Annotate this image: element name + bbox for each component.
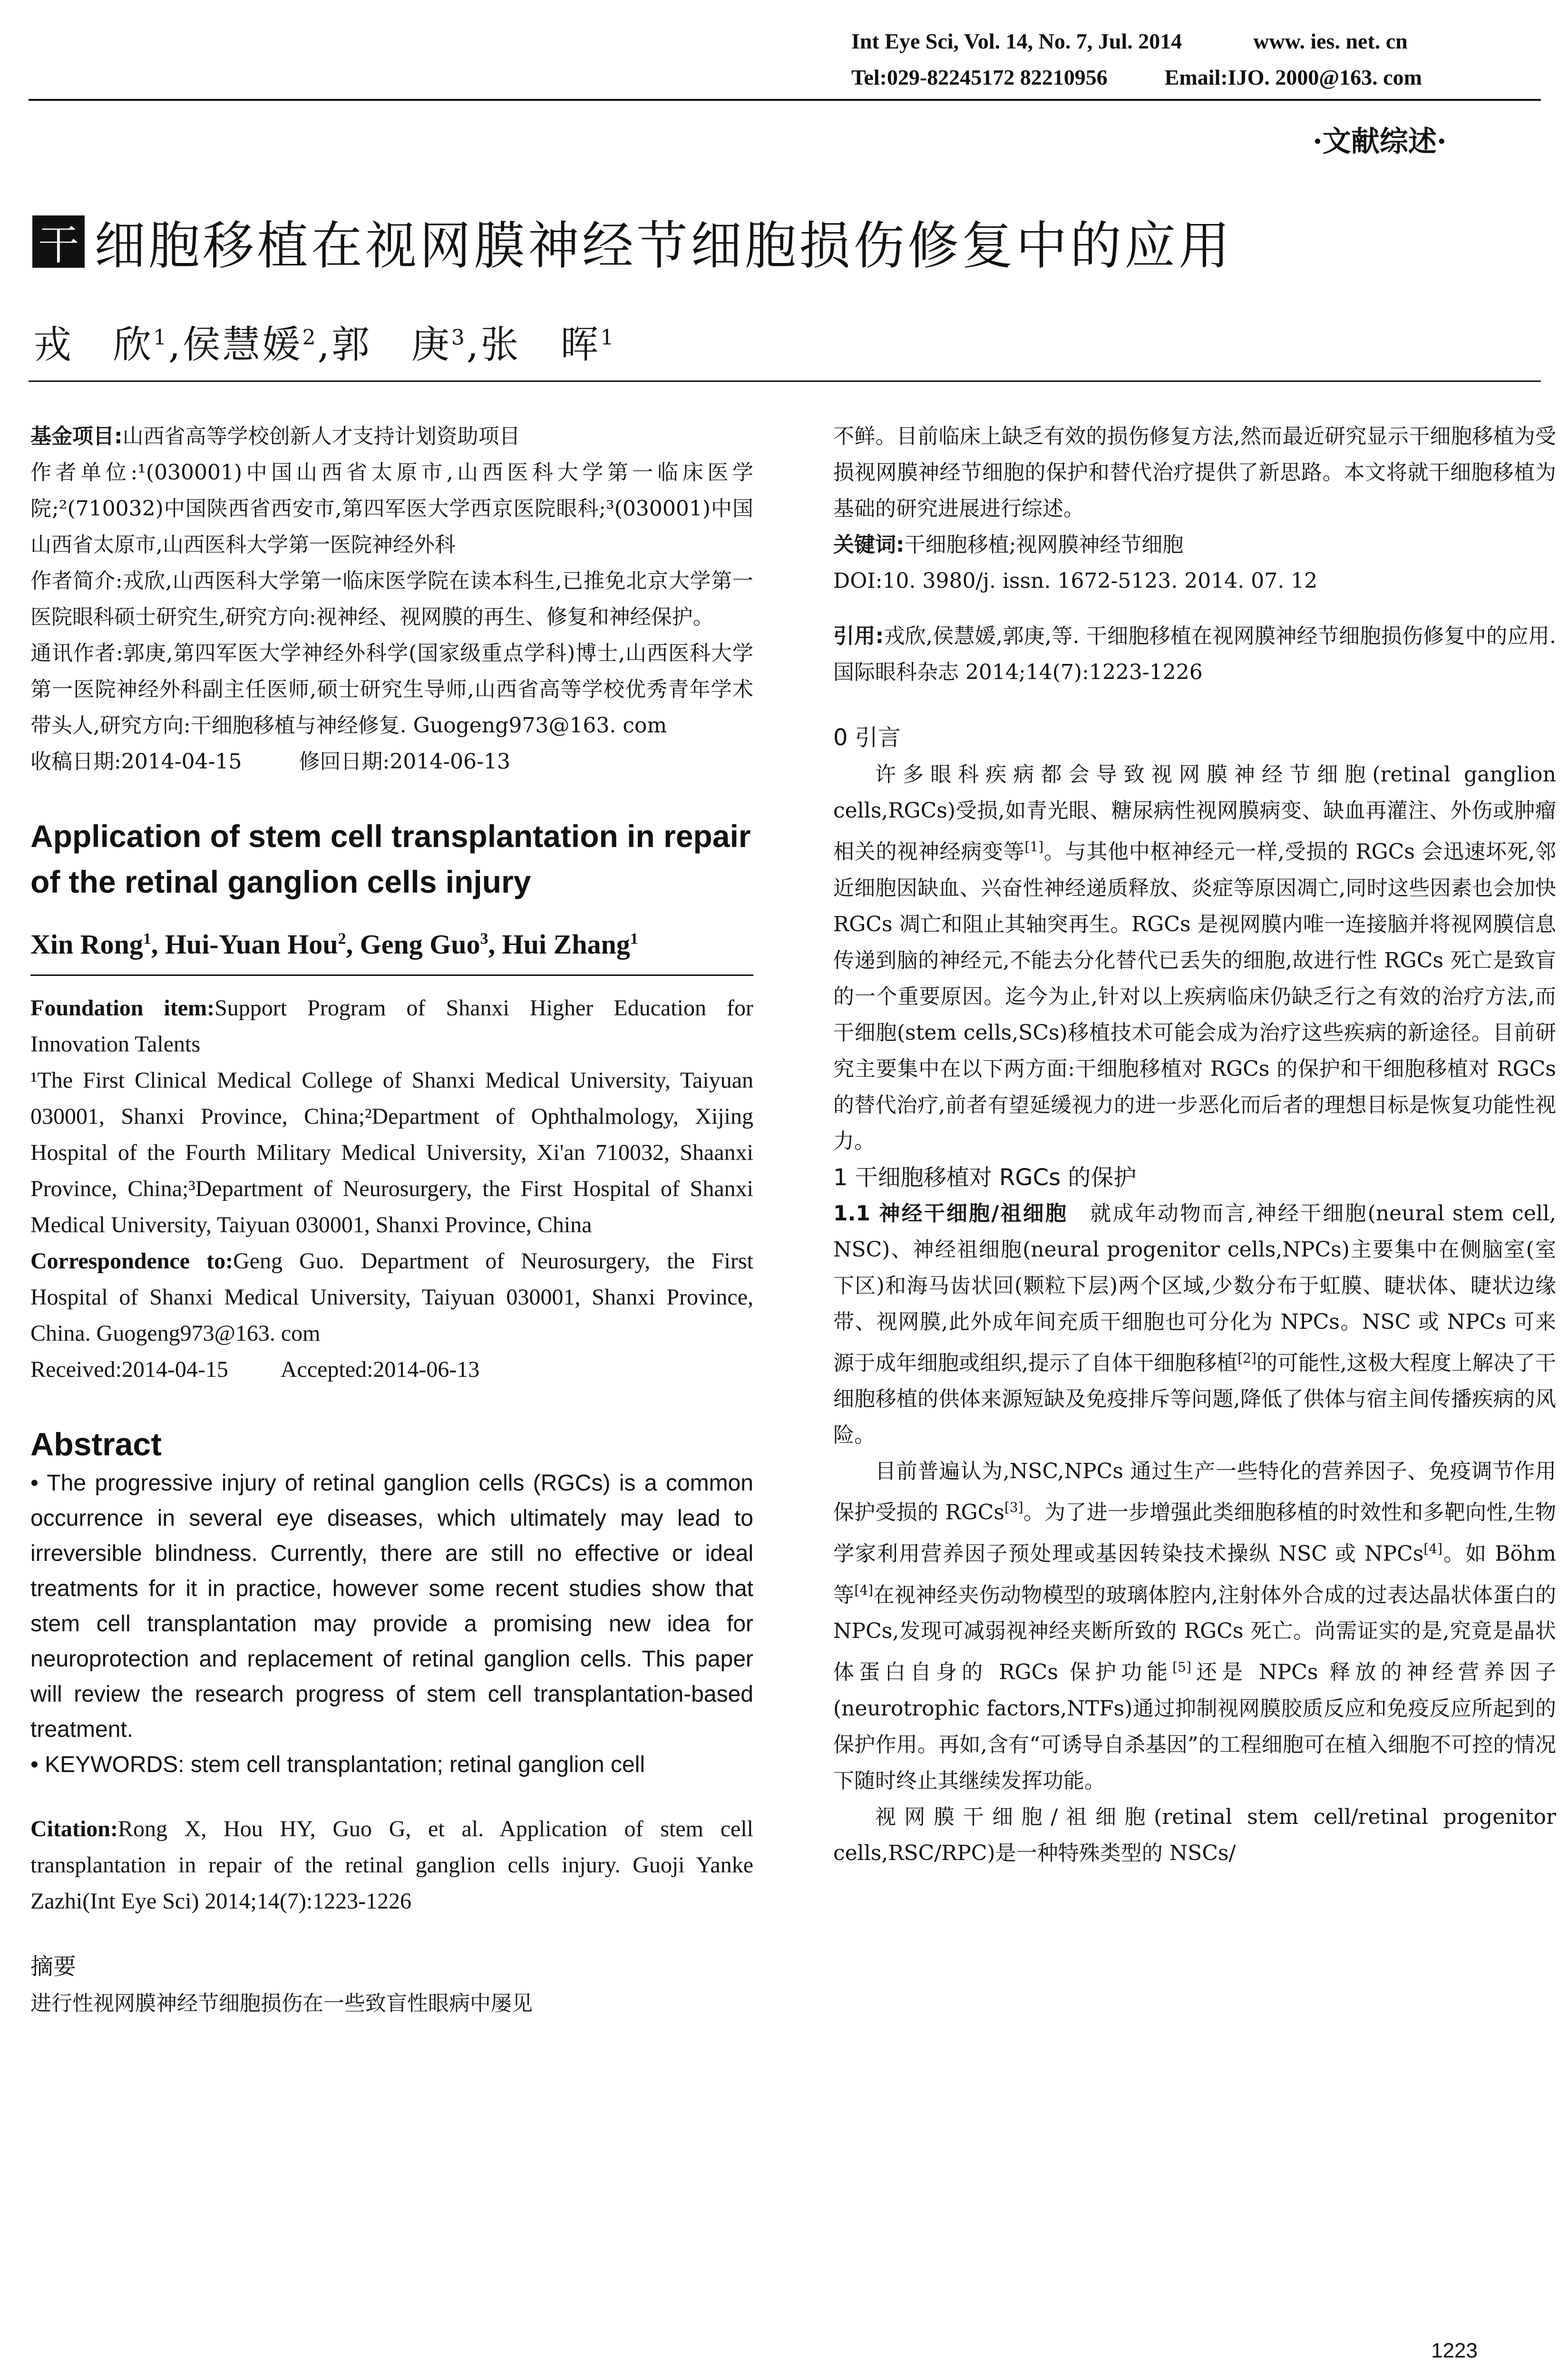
received-date-cn: 收稿日期:2014-04-15 (30, 750, 242, 774)
bio-text: 戎欣,山西医科大学第一临床医学院在读本科生,已推免北京大学第一医院眼科硕士研究生,研究方向:视神经、视网膜的再生、修复和神经保护。 (30, 569, 753, 629)
correspondence-text: 郭庚,第四军医大学神经外科学(国家级重点学科)博士,山西医科大学第一医院神经外科副主任医师,硕士研究生导师,山西省高等学校优秀青年学术带头人,研究方向:干细胞移植与神经修复. Guogeng973@163. com (30, 641, 753, 738)
section-1-1-heading: 1.1 神经干细胞/祖细胞 (833, 1201, 1068, 1226)
author-name-en: Geng Guo (360, 929, 480, 960)
section-1-1-text: 的可能性,这极大程度上解决了干细胞移植的供体来源短缺及免疫排斥等问题,降低了供体与宿主间传播疾病的风险。 (833, 1351, 1556, 1448)
author-name: 张 晖 (480, 322, 601, 367)
english-title: Application of stem cell transplantation in repair of the retinal ganglion cells injury (30, 818, 751, 899)
article-title (32, 205, 1233, 278)
header-rule (29, 99, 1541, 101)
citation-cn (833, 618, 1556, 691)
author-affil-en: 2 (338, 930, 346, 948)
bio-label: 作者简介: (30, 569, 123, 593)
section-1-1-text: 就成年动物而言,神经干细胞(neural stem cell, NSC)、神经祖细胞(neural progenitor cells,NPCs)主要集中在侧脑室(室下区)和海马齿状回(颗粒下层)两个区域,少数分布于虹膜、睫状体、睫状边缘带、视网膜,此外成年间充质干细胞也可分化为 NPCs。NSC 或 NPCs 可来源于成年细胞或组织,提示了自体干细胞移植 (833, 1201, 1556, 1375)
correspondence-en (30, 1243, 753, 1352)
correspondence-label: 通讯作者: (30, 641, 123, 665)
affiliation-en: ¹The First Clinical Medical College of Shanxi Medical University, Taiyuan 030001, Shanxi Province, China;²Department of Ophthalmology, Xijing Hospital of the Fourth Military Medical University, Xi'an 710032, Shaanxi Province, China;³Department of Neurosurgery, the First Hospital of Shanxi Medical University, Taiyuan 030001, Shanxi Province, China (30, 1068, 753, 1237)
reference-marker: [2] (1237, 1350, 1256, 1366)
journal-header (851, 29, 1408, 54)
author-affil: 1 (600, 325, 616, 350)
foundation-cn (30, 419, 753, 455)
foundation-text: 山西省高等学校创新人才支持计划资助项目 (122, 424, 520, 448)
foundation-label: 基金项目: (30, 424, 123, 448)
affiliation-label: 作者单位: (30, 460, 138, 485)
foundation-en (30, 990, 753, 1062)
left-column (30, 419, 753, 2022)
intro-heading: 0 引言 (833, 724, 901, 751)
journal-tel: Tel:029-82245172 82210956 (851, 65, 1108, 89)
paragraph-text: 在视神经夹伤动物模型的玻璃体腔内,注射体外合成的过表达晶状体蛋白的 NPCs,发现可减弱视神经夹断所致的 RGCs 死亡。尚需证实的是,究竟是晶状体蛋白自身的 RGCs 保护功能 (833, 1583, 1556, 1685)
author-name: 戎 欣 (33, 322, 153, 367)
author-name-en: Xin Rong (30, 929, 143, 960)
correspondence-en-text: Geng Guo. Department of Neurosurgery, the First Hospital of Shanxi Medical University, Taiyuan 030001, Shanxi Province, China. Guogeng973@163. com (30, 1248, 753, 1346)
paragraph-text: 还是 NPCs 释放的神经营养因子(neurotrophic factors,NTFs)通过抑制视网膜胶质反应和免疫反应所起到的保护作用。再如,含有“可诱导自杀基因”的工程细胞可在植入细胞不可控的情况下随时终止其继续发挥功能。 (833, 1660, 1556, 1793)
abstract-cn-start: 进行性视网膜神经节细胞损伤在一些致盲性眼病中屡见 (30, 1991, 533, 2016)
author-affil: 2 (302, 325, 318, 350)
author-name-en: Hui Zhang (502, 929, 630, 960)
citation-text: Rong X, Hou HY, Guo G, et al. Application of stem cell transplantation in repair of the retinal ganglion cells injury. Guoji Yanke Zazhi(Int Eye Sci) 2014;14(7):1223-1226 (30, 1816, 753, 1914)
correspondence-en-label: Correspondence to: (30, 1248, 234, 1274)
affiliation-cn (30, 455, 753, 563)
revised-date-cn: 修回日期:2014-06-13 (299, 750, 511, 774)
abstract-heading: Abstract (30, 1426, 162, 1462)
reference-marker: [1] (1024, 839, 1044, 855)
doi: DOI:10. 3980/j. issn. 1672-5123. 2014. 07. 12 (833, 569, 1318, 593)
section-1-1-paragraph (833, 1196, 1556, 1454)
reference-marker: [4] (854, 1582, 874, 1598)
bio-cn (30, 563, 753, 635)
keywords-cn-label: 关键词: (833, 533, 905, 557)
accepted-date-en: Accepted:2014-06-13 (280, 1357, 480, 1382)
abstract-cn-heading: 摘要 (30, 1953, 77, 1980)
author-affil-en: 1 (630, 930, 638, 948)
foundation-en-label: Foundation item: (30, 995, 215, 1021)
keywords-cn-text: 干细胞移植;视网膜神经节细胞 (904, 533, 1184, 557)
citation-cn-label: 引用: (833, 624, 884, 648)
title-rule (29, 380, 1541, 382)
affiliation-text: ¹(030001)中国山西省太原市,山西医科大学第一临床医学院;²(710032)中国陕西省西安市,第四军医大学西京医院眼科;³(030001)中国山西省太原市,山西医科大学第一医院神经外科 (30, 460, 753, 557)
dates-en (30, 1352, 753, 1388)
abstract-cn-continued: 不鲜。目前临床上缺乏有效的损伤修复方法,然而最近研究显示干细胞移植为受损视网膜神经节细胞的保护和替代治疗提供了新思路。本文将就干细胞移植为基础的研究进展进行综述。 (833, 424, 1556, 521)
author-affil: 1 (153, 325, 168, 350)
page-number: 1223 (1431, 2339, 1478, 2362)
citation-cn-text: 戎欣,侯慧媛,郭庚,等. 干细胞移植在视网膜神经节细胞损伤修复中的应用. 国际眼科杂志 2014;14(7):1223-1226 (833, 624, 1556, 684)
paragraph-2 (833, 1453, 1556, 1799)
author-name-en: Hui-Yuan Hou (165, 929, 338, 960)
author-affil-en: 1 (143, 930, 151, 948)
received-date-en: Received:2014-04-15 (30, 1357, 228, 1382)
intro-paragraph (833, 757, 1556, 1159)
author-name: 侯慧媛 (182, 322, 302, 367)
intro-text: 许多眼科疾病都会导致视网膜神经节细胞(retinal ganglion cells,RGCs)受损,如青光眼、糖尿病性视网膜病变、缺血再灌注、外伤或肿瘤相关的视神经病变等 (833, 762, 1556, 864)
journal-issue: Int Eye Sci, Vol. 14, No. 7, Jul. 2014 (851, 29, 1182, 53)
paragraph-text: 。如 Böhm 等 (833, 1541, 1556, 1607)
section-1-heading: 1 干细胞移植对 RGCs 的保护 (833, 1164, 1137, 1191)
authors-cn: 戎 欣$^1$,侯慧媛$^2$,郭 庚$^3$,张 晖$^1$ (33, 322, 616, 367)
intro-text: 。与其他中枢神经元一样,受损的 RGCs 会迅速坏死,邻近细胞因缺血、兴奋性神经递质释放、炎症等原因凋亡,同时这些因素也会加快 RGCs 凋亡和阻止其轴突再生。RGCs 是视网膜内唯一连接脑并将视网膜信息传递到脑的神经元,不能去分化替代已丢失的细胞,故进行性 RGCs 死亡是致盲的一个重要原因。迄今为止,针对以上疾病临床仍缺乏行之有效的治疗方法,而干细胞(stem cells,SCs)移植技术可能会成为治疗这些疾病的新途径。目前研究主要集中在以下两方面:干细胞移植对 RGCs 的保护和干细胞移植对 RGCs 的替代治疗,前者有望延缓视力的进一步恶化而后者的理想目标是恢复功能性视力。 (833, 839, 1557, 1153)
reference-marker: [3] (1004, 1500, 1023, 1516)
right-column (833, 419, 1556, 1871)
journal-website: www. ies. net. cn (1253, 29, 1408, 53)
journal-email: Email:IJO. 2000@163. com (1164, 65, 1422, 89)
author-affil-en: 3 (480, 930, 488, 948)
citation-en (30, 1811, 753, 1919)
abstract-text: • The progressive injury of retinal ganglion cells (RGCs) is a common occurrence in several eye diseases, which ultimately may lead to irreversible blindness. Currently, there are still no effective or ideal treatments for it in practice, however some recent studies show that stem cell transplantation may provide a promising new idea for neuroprotection and replacement of retinal ganglion cells. This paper will review the research progress of stem cell transplantation-based treatment. (30, 1471, 753, 1742)
section-tag: ·文献综述· (1313, 125, 1447, 158)
title-text: 细胞移植在视网膜神经节细胞损伤修复中的应用 (94, 216, 1233, 276)
reference-marker: [5] (1172, 1659, 1191, 1676)
citation-label: Citation: (30, 1816, 118, 1841)
correspondence-cn (30, 635, 753, 744)
authors-en: Xin Rong$^1$, Hui-Yuan Hou$^2$, Geng Guo$^3$, Hui Zhang$^1$ (30, 929, 638, 960)
keywords-cn (833, 527, 1556, 563)
paragraph-text: 。为了进一步增强此类细胞移植的时效性和多靶向性,生物学家利用营养因子预处理或基因转染技术操纵 NSC 或 NPCs (833, 1500, 1557, 1566)
paragraph-text: 目前普遍认为,NSC,NPCs 通过生产一些特化的营养因子、免疫调节作用保护受损的 RGCs (833, 1459, 1556, 1525)
title-initial-box: 干 (32, 215, 85, 268)
author-affil: 3 (451, 325, 467, 350)
journal-contact (851, 65, 1422, 90)
keywords-en: • KEYWORDS: stem cell transplantation; retinal ganglion cell (30, 1752, 645, 1777)
paragraph-3: 视网膜干细胞/祖细胞(retinal stem cell/retinal progenitor cells,RSC/RPC)是一种特殊类型的 NSCs/ (833, 1804, 1556, 1865)
foundation-en-text: Support Program of Shanxi Higher Education for Innovation Talents (30, 995, 754, 1057)
dates-cn (30, 744, 753, 780)
author-name: 郭 庚 (331, 322, 451, 367)
reference-marker: [4] (1423, 1540, 1442, 1557)
authors-rule (30, 974, 753, 976)
